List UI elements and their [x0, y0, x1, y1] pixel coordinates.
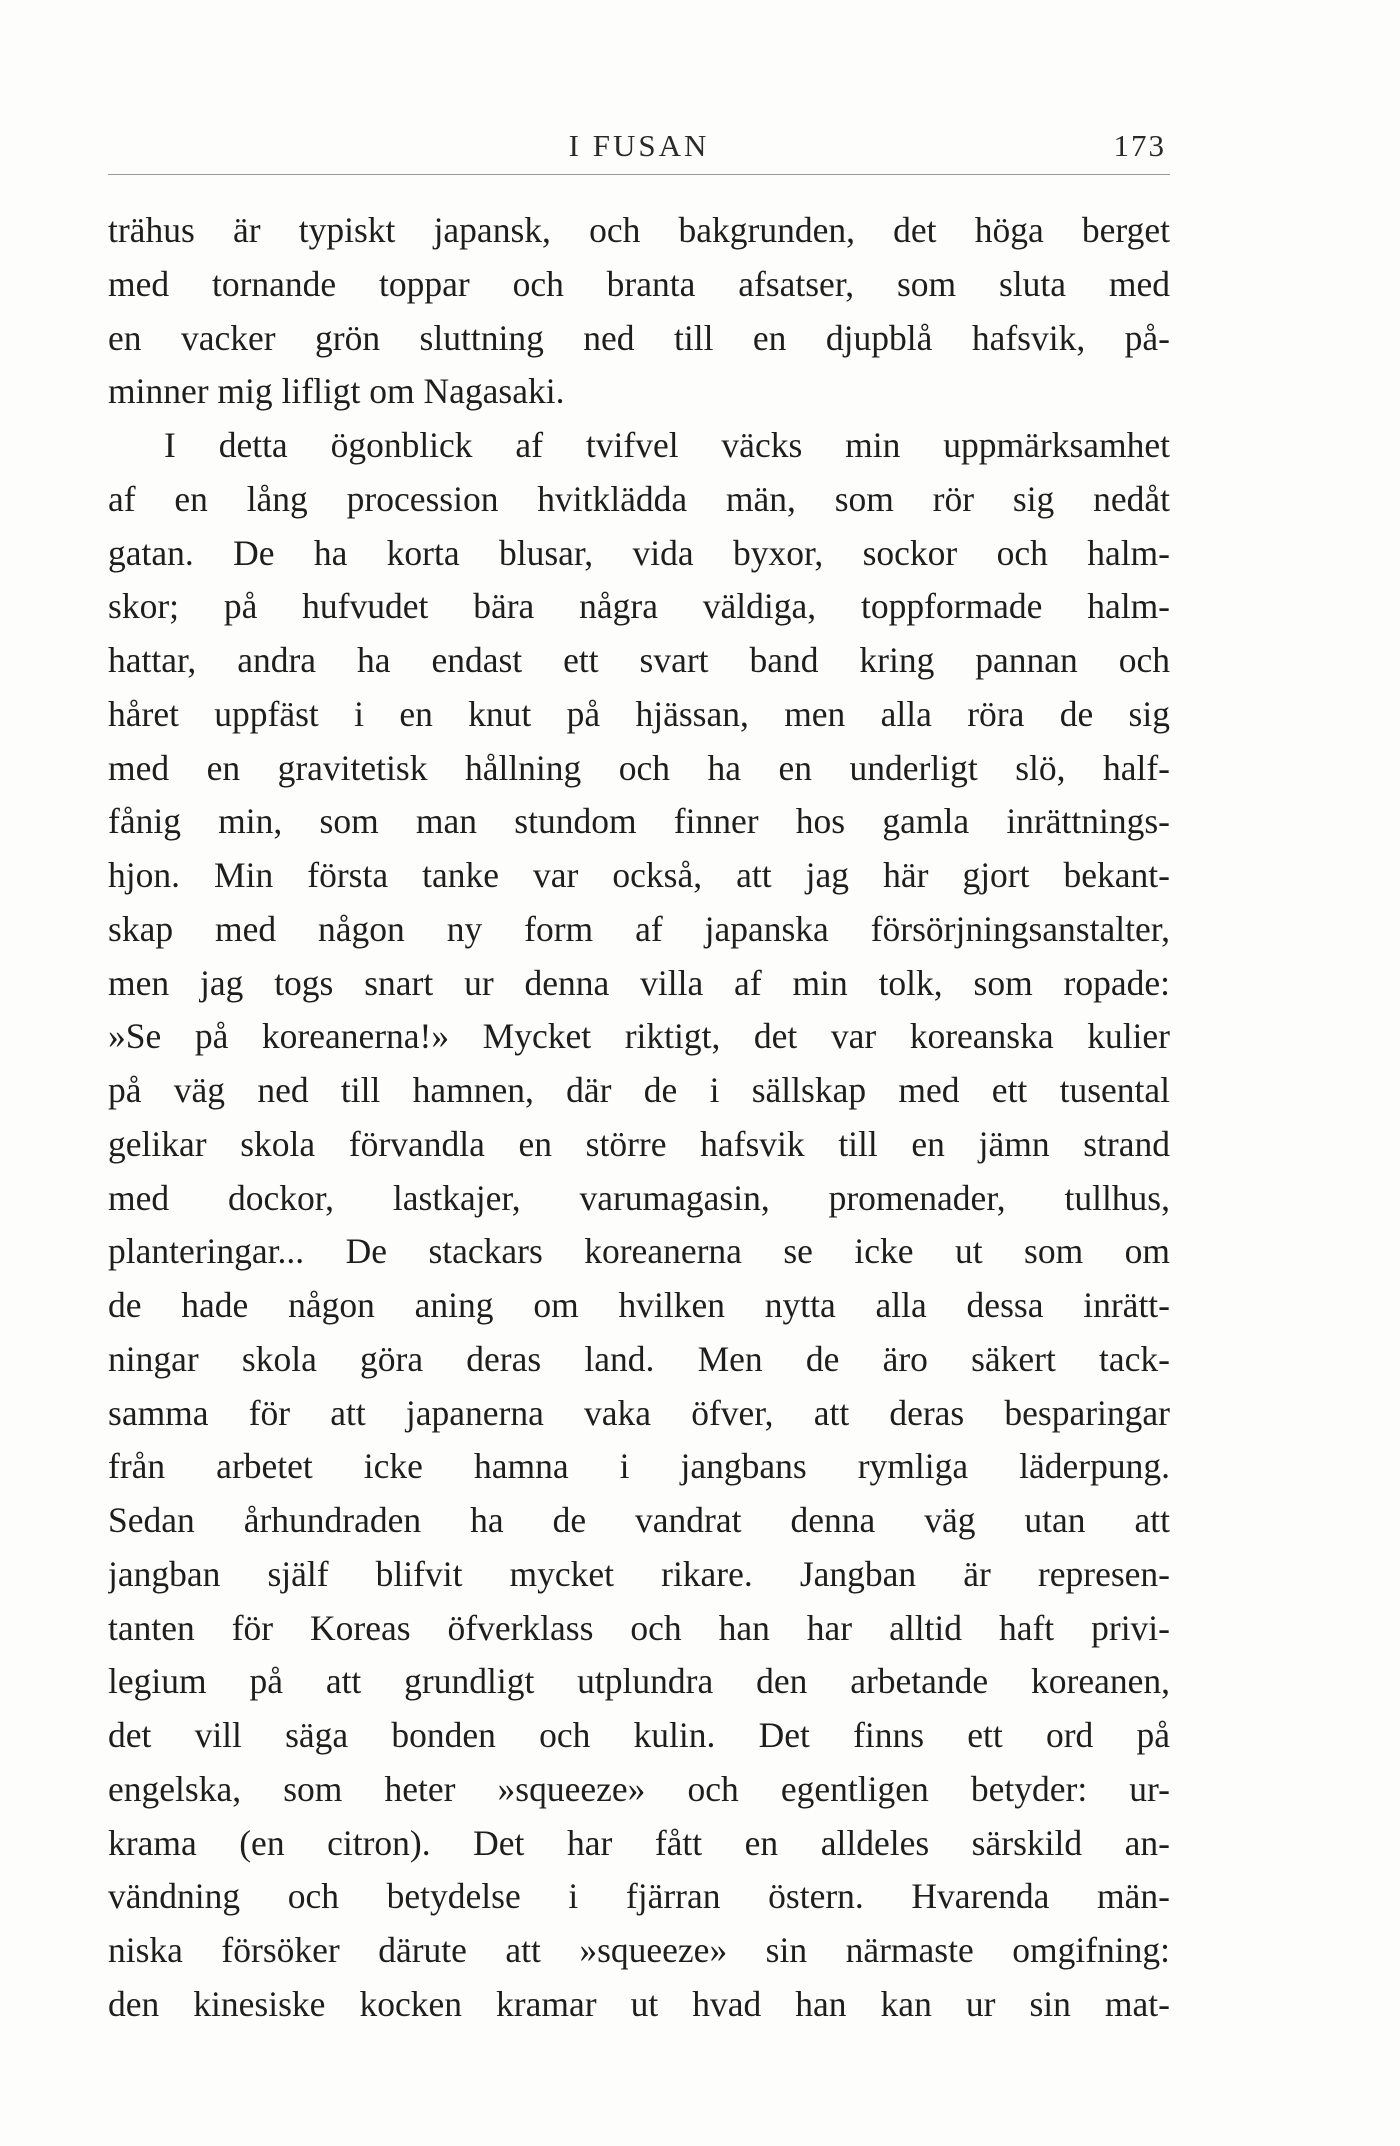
text-line: det vill säga bonden och kulin. Det finns ett ord på: [108, 1715, 1170, 1755]
text-line: på väg ned till hamnen, där de i sällskap med ett tusental: [108, 1070, 1170, 1110]
text-line: men jag togs snart ur denna villa af min tolk, som ropade:: [108, 962, 1170, 1003]
text-line: gelikar skola förvandla en större hafsvik till en jämn strand: [108, 1123, 1170, 1164]
text-line: skap med någon ny form af japanska försörjningsanstalter,: [108, 908, 1170, 949]
text-line: ningar skola göra deras land. Men de äro säkert tack-: [108, 1338, 1170, 1379]
text-line: minner mig lifligt om Nagasaki.: [108, 371, 565, 412]
text-line: med tornande toppar och branta afsatser, som sluta med: [108, 263, 1170, 304]
text-line: »Se på koreanerna!» Mycket riktigt, det var koreanska kulier: [108, 1016, 1170, 1057]
text-line: krama (en citron). Det har fått en alldeles särskild an-: [108, 1822, 1170, 1863]
header-rule: [108, 174, 1170, 175]
text-line: af en lång procession hvitklädda män, som rör sig nedåt: [108, 478, 1170, 519]
text-line: samma för att japanerna vaka öfver, att deras besparingar: [108, 1392, 1170, 1433]
text-line: de hade någon aning om hvilken nytta alla dessa inrätt-: [108, 1285, 1170, 1325]
text-line: skor; på hufvudet bära några väldiga, toppformade halm-: [108, 586, 1170, 627]
text-line: hattar, andra ha endast ett svart band kring pannan och: [108, 640, 1170, 680]
text-line: niska försöker därute att »squeeze» sin närmaste omgifning:: [108, 1930, 1170, 1970]
page-number: 173: [1113, 128, 1166, 163]
text-line: fånig min, som man stundom finner hos gamla inrättnings-: [108, 801, 1170, 842]
text-line: jangban själf blifvit mycket rikare. Jangban är represen-: [108, 1553, 1170, 1594]
text-line: planteringar... De stackars koreanerna se icke ut som om: [108, 1231, 1170, 1272]
running-head: [108, 118, 1170, 174]
text-line: engelska, som heter »squeeze» och egentligen betyder: ur-: [108, 1768, 1170, 1809]
text-line: hjon. Min första tanke var också, att jag här gjort bekant-: [108, 855, 1170, 895]
text-line: I detta ögonblick af tvifvel väcks min uppmärksamhet: [164, 425, 1170, 465]
body-text: [108, 204, 1170, 2032]
text-line: Sedan århundraden ha de vandrat denna väg utan att: [108, 1500, 1170, 1540]
text-line: håret uppfäst i en knut på hjässan, men alla röra de sig: [108, 693, 1170, 734]
text-line: tanten för Koreas öfverklass och han har alltid haft privi-: [108, 1607, 1170, 1648]
text-line: med dockor, lastkajer, varumagasin, promenader, tullhus,: [108, 1177, 1170, 1218]
text-line: en vacker grön sluttning ned till en djupblå hafsvik, på-: [108, 317, 1170, 358]
text-line: den kinesiske kocken kramar ut hvad han kan ur sin mat-: [108, 1983, 1170, 2024]
text-line: med en gravitetisk hållning och ha en underligt slö, half-: [108, 747, 1170, 788]
text-line: legium på att grundligt utplundra den arbetande koreanen,: [108, 1661, 1170, 1702]
running-title: I FUSAN: [568, 128, 710, 163]
text-line: gatan. De ha korta blusar, vida byxor, sockor och halm-: [108, 532, 1170, 573]
text-line: trähus är typiskt japansk, och bakgrunden, det höga berget: [108, 210, 1170, 250]
text-line: vändning och betydelse i fjärran östern. Hvarenda män-: [108, 1876, 1170, 1917]
text-line: från arbetet icke hamna i jangbans rymliga läderpung.: [108, 1446, 1170, 1487]
